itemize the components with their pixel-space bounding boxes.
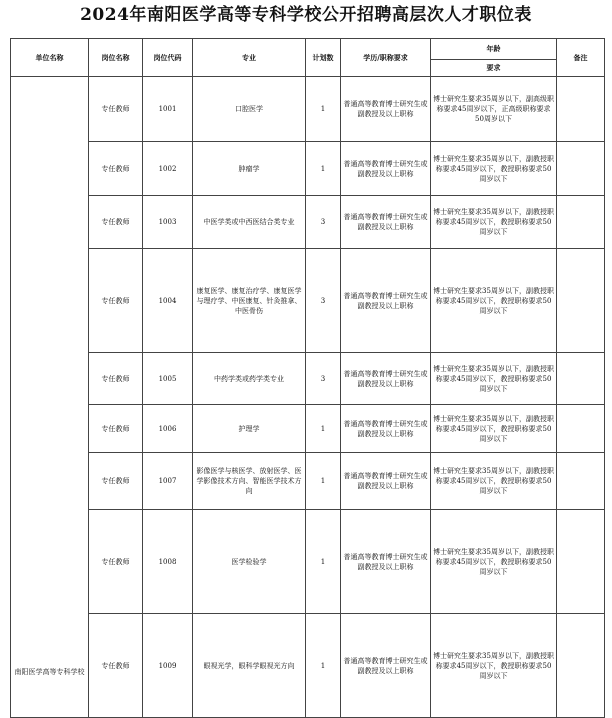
count-cell: 1 (306, 77, 341, 142)
header-post-code: 岗位代码 (143, 39, 193, 77)
count-cell: 3 (306, 249, 341, 353)
remark-cell (557, 142, 605, 196)
remark-cell (557, 249, 605, 353)
major-cell: 影像医学与核医学、放射医学、医学影像技术方向、智能医学技术方向 (193, 453, 306, 510)
post-code-cell: 1006 (143, 405, 193, 453)
remark-cell (557, 77, 605, 142)
age-cell: 博士研究生要求35周岁以下，副教授职称要求45周岁以下，教授职称要求50周岁以下 (431, 249, 557, 353)
table-row (11, 405, 605, 453)
age-cell: 博士研究生要求35周岁以下，副教授职称要求45周岁以下，教授职称要求50周岁以下 (431, 142, 557, 196)
education-cell: 普通高等教育博士研究生或副教授及以上职称 (341, 196, 431, 249)
post-name-cell: 专任教师 (89, 77, 143, 142)
age-cell: 博士研究生要求35周岁以下，副教授职称要求45周岁以下，教授职称要求50周岁以下 (431, 510, 557, 614)
education-cell: 普通高等教育博士研究生或副教授及以上职称 (341, 405, 431, 453)
post-name-cell: 专任教师 (89, 196, 143, 249)
post-name-cell: 专任教师 (89, 142, 143, 196)
header-row (11, 39, 605, 60)
header-post-name: 岗位名称 (89, 39, 143, 77)
table-row (11, 510, 605, 614)
major-cell: 中药学类或药学类专业 (193, 353, 306, 405)
count-cell: 1 (306, 142, 341, 196)
age-cell: 博士研究生要求35周岁以下，副教授职称要求45周岁以下，教授职称要求50周岁以下 (431, 405, 557, 453)
count-cell: 3 (306, 196, 341, 249)
page-title: 2024年南阳医学高等专科学校公开招聘高层次人才职位表 (80, 5, 532, 25)
education-cell: 普通高等教育博士研究生或副教授及以上职称 (341, 249, 431, 353)
post-code-cell: 1002 (143, 142, 193, 196)
unit-name-cell: 南阳医学高等专科学校 (11, 77, 89, 718)
education-cell: 普通高等教育博士研究生或副教授及以上职称 (341, 353, 431, 405)
remark-cell (557, 614, 605, 718)
header-age-top: 年龄 (431, 39, 557, 60)
education-cell: 普通高等教育博士研究生或副教授及以上职称 (341, 453, 431, 510)
major-cell: 口腔医学 (193, 77, 306, 142)
post-name-cell: 专任教师 (89, 353, 143, 405)
table-row (11, 249, 605, 353)
table-row (11, 77, 605, 142)
education-cell: 普通高等教育博士研究生或副教授及以上职称 (341, 142, 431, 196)
remark-cell (557, 453, 605, 510)
post-name-cell: 专任教师 (89, 249, 143, 353)
education-cell: 普通高等教育博士研究生或副教授及以上职称 (341, 77, 431, 142)
post-code-cell: 1007 (143, 453, 193, 510)
table-row (11, 614, 605, 718)
post-code-cell: 1008 (143, 510, 193, 614)
remark-cell (557, 510, 605, 614)
job-table (10, 38, 605, 718)
major-cell: 眼视光学，眼科学眼视光方向 (193, 614, 306, 718)
count-cell: 1 (306, 453, 341, 510)
major-cell: 康复医学、康复治疗学、康复医学与理疗学、中医康复、针灸推拿、中医骨伤 (193, 249, 306, 353)
post-code-cell: 1003 (143, 196, 193, 249)
table-row (11, 453, 605, 510)
major-cell: 中医学类或中西医结合类专业 (193, 196, 306, 249)
education-cell: 普通高等教育博士研究生或副教授及以上职称 (341, 614, 431, 718)
post-code-cell: 1005 (143, 353, 193, 405)
header-unit: 单位名称 (11, 39, 89, 77)
header-education: 学历/职称要求 (341, 39, 431, 77)
post-name-cell: 专任教师 (89, 510, 143, 614)
post-name-cell: 专任教师 (89, 405, 143, 453)
header-remark: 备注 (557, 39, 605, 77)
table-row (11, 353, 605, 405)
age-cell: 博士研究生要求35周岁以下，副教授职称要求45周岁以下，教授职称要求50周岁以下 (431, 614, 557, 718)
table-row (11, 196, 605, 249)
education-cell: 普通高等教育博士研究生或副教授及以上职称 (341, 510, 431, 614)
post-name-cell: 专任教师 (89, 614, 143, 718)
header-count: 计划数 (306, 39, 341, 77)
major-cell: 医学检验学 (193, 510, 306, 614)
age-cell: 博士研究生要求35周岁以下，副教授职称要求45周岁以下，教授职称要求50周岁以下 (431, 196, 557, 249)
remark-cell (557, 353, 605, 405)
age-cell: 博士研究生要求35周岁以下，副教授职称要求45周岁以下，教授职称要求50周岁以下 (431, 453, 557, 510)
count-cell: 1 (306, 405, 341, 453)
post-code-cell: 1009 (143, 614, 193, 718)
major-cell: 护理学 (193, 405, 306, 453)
remark-cell (557, 196, 605, 249)
post-code-cell: 1004 (143, 249, 193, 353)
post-name-cell: 专任教师 (89, 453, 143, 510)
age-cell: 博士研究生要求35周岁以下，副教授职称要求45周岁以下，教授职称要求50周岁以下 (431, 353, 557, 405)
count-cell: 3 (306, 353, 341, 405)
header-major: 专业 (193, 39, 306, 77)
age-cell: 博士研究生要求35周岁以下，副高级职称要求45周岁以下，正高级职称要求50周岁以下 (431, 77, 557, 142)
count-cell: 1 (306, 510, 341, 614)
remark-cell (557, 405, 605, 453)
count-cell: 1 (306, 614, 341, 718)
major-cell: 肿瘤学 (193, 142, 306, 196)
table-row (11, 142, 605, 196)
header-age-bottom: 要求 (431, 60, 557, 77)
post-code-cell: 1001 (143, 77, 193, 142)
